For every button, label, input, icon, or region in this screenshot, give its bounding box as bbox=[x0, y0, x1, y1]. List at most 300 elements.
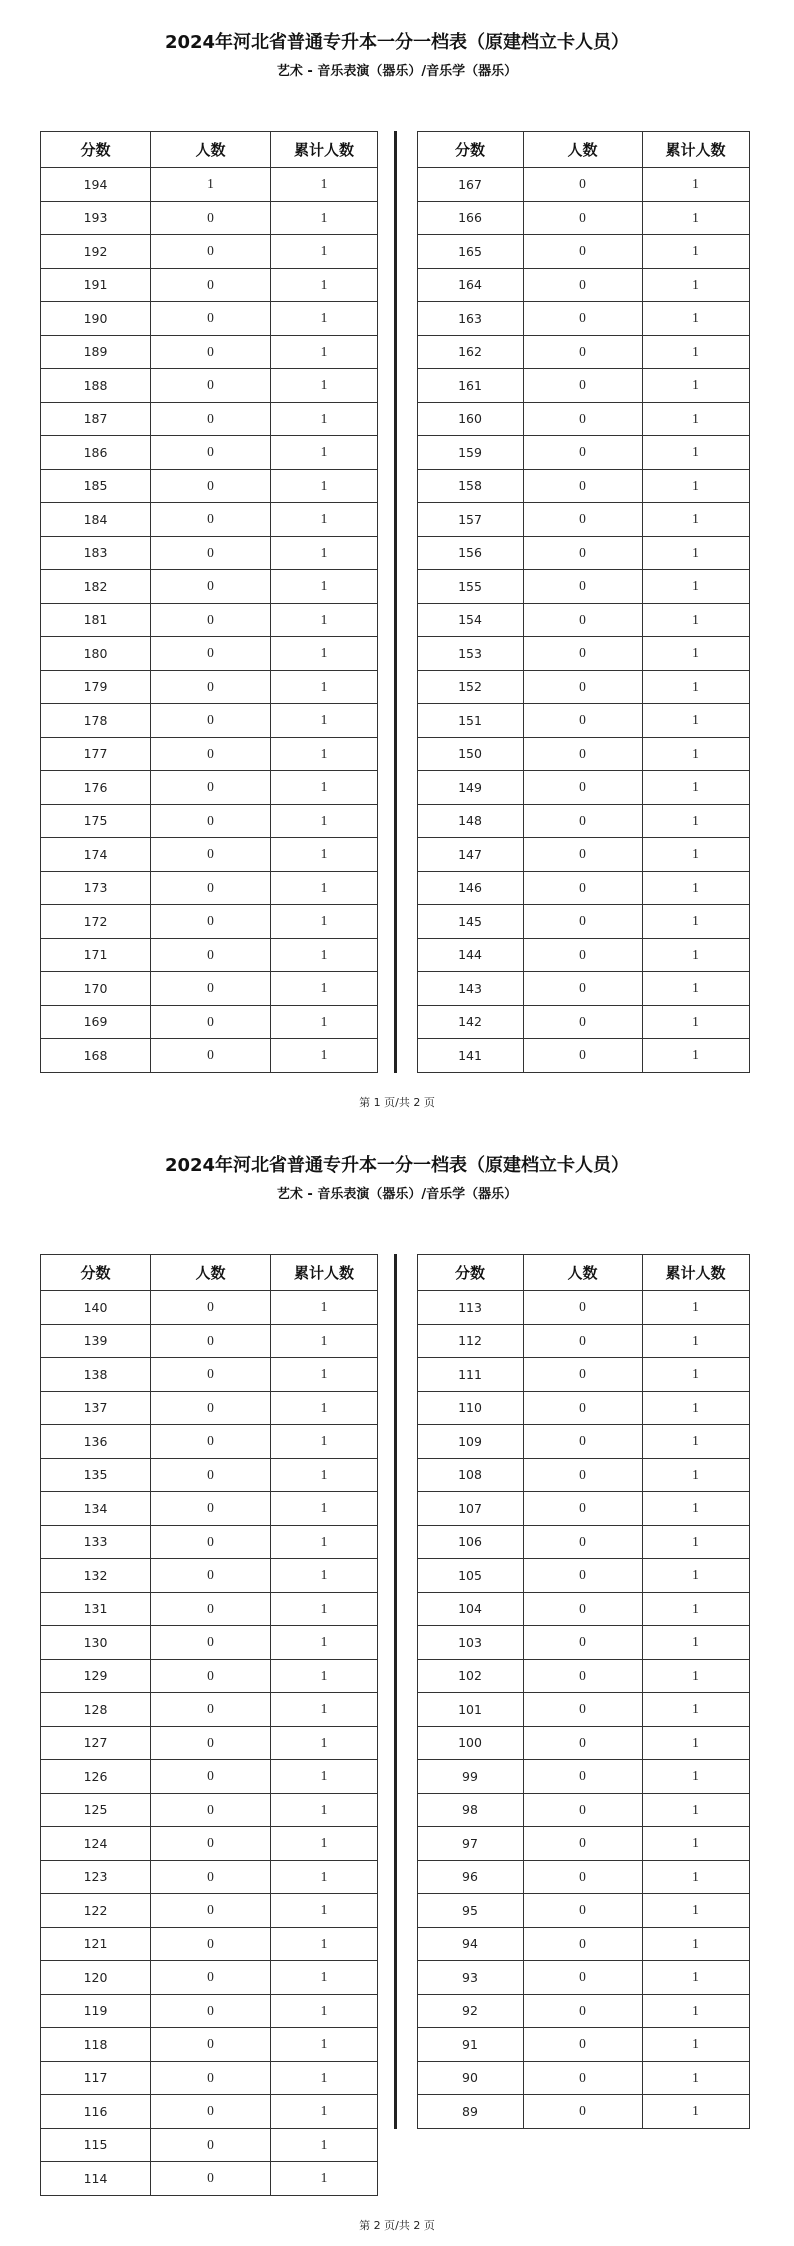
table-row bbox=[41, 1039, 378, 1073]
count-cell: 0 bbox=[523, 536, 642, 570]
score-cell: 173 bbox=[41, 871, 151, 905]
cumulative-cell: 1 bbox=[271, 804, 378, 838]
score-cell: 108 bbox=[417, 1458, 523, 1492]
cumulative-cell: 1 bbox=[642, 1492, 749, 1526]
count-cell: 0 bbox=[151, 2061, 271, 2095]
count-cell: 0 bbox=[523, 268, 642, 302]
cumulative-cell: 1 bbox=[642, 1726, 749, 1760]
tables-area bbox=[40, 131, 794, 1073]
table-row bbox=[41, 436, 378, 470]
score-cell: 148 bbox=[417, 804, 523, 838]
score-cell: 165 bbox=[417, 235, 523, 269]
table-row bbox=[41, 938, 378, 972]
count-cell: 0 bbox=[523, 1391, 642, 1425]
cumulative-cell: 1 bbox=[271, 1894, 378, 1928]
table-row bbox=[41, 536, 378, 570]
count-cell: 0 bbox=[523, 1659, 642, 1693]
score-cell: 161 bbox=[417, 369, 523, 403]
column-header: 人数 bbox=[523, 132, 642, 168]
score-cell: 160 bbox=[417, 402, 523, 436]
count-cell: 0 bbox=[151, 369, 271, 403]
count-cell: 0 bbox=[151, 235, 271, 269]
count-cell: 0 bbox=[523, 1592, 642, 1626]
cumulative-cell: 1 bbox=[642, 1659, 749, 1693]
count-cell: 0 bbox=[151, 938, 271, 972]
score-cell: 106 bbox=[417, 1525, 523, 1559]
count-cell: 0 bbox=[151, 1894, 271, 1928]
tables-area bbox=[40, 1254, 794, 2196]
cumulative-cell: 1 bbox=[271, 503, 378, 537]
score-cell: 194 bbox=[41, 168, 151, 202]
table-row bbox=[417, 503, 749, 537]
page-subtitle: 艺术 - 音乐表演（器乐）/音乐学（器乐） bbox=[276, 64, 518, 79]
cumulative-cell: 1 bbox=[271, 1324, 378, 1358]
count-cell: 0 bbox=[523, 905, 642, 939]
cumulative-cell: 1 bbox=[642, 503, 749, 537]
table-row bbox=[41, 603, 378, 637]
table-row bbox=[41, 670, 378, 704]
score-cell: 130 bbox=[41, 1626, 151, 1660]
table-row bbox=[417, 1492, 749, 1526]
score-cell: 100 bbox=[417, 1726, 523, 1760]
score-cell: 184 bbox=[41, 503, 151, 537]
table-divider bbox=[394, 131, 397, 1073]
count-cell: 0 bbox=[151, 1994, 271, 2028]
cumulative-cell: 1 bbox=[271, 2028, 378, 2062]
cumulative-cell: 1 bbox=[271, 2061, 378, 2095]
cumulative-cell: 1 bbox=[271, 1626, 378, 1660]
table-row bbox=[41, 1358, 378, 1392]
cumulative-cell: 1 bbox=[271, 1961, 378, 1995]
count-cell: 0 bbox=[523, 1324, 642, 1358]
table-row bbox=[41, 2095, 378, 2129]
cumulative-cell: 1 bbox=[271, 972, 378, 1006]
column-header: 累计人数 bbox=[642, 132, 749, 168]
score-cell: 116 bbox=[41, 2095, 151, 2129]
score-cell: 140 bbox=[41, 1291, 151, 1325]
cumulative-cell: 1 bbox=[642, 2028, 749, 2062]
count-cell: 0 bbox=[523, 637, 642, 671]
count-cell: 0 bbox=[523, 1492, 642, 1526]
count-cell: 0 bbox=[151, 1039, 271, 1073]
cumulative-cell: 1 bbox=[642, 335, 749, 369]
cumulative-cell: 1 bbox=[642, 168, 749, 202]
table-row bbox=[417, 838, 749, 872]
count-cell: 0 bbox=[523, 1693, 642, 1727]
score-cell: 124 bbox=[41, 1827, 151, 1861]
column-header: 分数 bbox=[41, 1255, 151, 1291]
count-cell: 0 bbox=[523, 1005, 642, 1039]
table-row bbox=[41, 1291, 378, 1325]
count-cell: 0 bbox=[151, 503, 271, 537]
table-row bbox=[417, 1458, 749, 1492]
score-cell: 104 bbox=[417, 1592, 523, 1626]
count-cell: 0 bbox=[151, 469, 271, 503]
score-cell: 185 bbox=[41, 469, 151, 503]
score-cell: 167 bbox=[417, 168, 523, 202]
score-cell: 191 bbox=[41, 268, 151, 302]
table-row bbox=[41, 1005, 378, 1039]
table-row bbox=[417, 1291, 749, 1325]
table-row bbox=[417, 469, 749, 503]
score-cell: 117 bbox=[41, 2061, 151, 2095]
count-cell: 0 bbox=[151, 302, 271, 336]
table-row bbox=[41, 1391, 378, 1425]
table-row bbox=[417, 1391, 749, 1425]
table-row bbox=[41, 1827, 378, 1861]
count-cell: 0 bbox=[151, 1559, 271, 1593]
table-row bbox=[41, 1559, 378, 1593]
count-cell: 0 bbox=[523, 804, 642, 838]
count-cell: 0 bbox=[523, 2028, 642, 2062]
score-cell: 133 bbox=[41, 1525, 151, 1559]
count-cell: 0 bbox=[151, 637, 271, 671]
score-cell: 176 bbox=[41, 771, 151, 805]
score-cell: 174 bbox=[41, 838, 151, 872]
cumulative-cell: 1 bbox=[642, 838, 749, 872]
count-cell: 0 bbox=[151, 1693, 271, 1727]
table-row bbox=[41, 871, 378, 905]
count-cell: 0 bbox=[523, 603, 642, 637]
score-cell: 155 bbox=[417, 570, 523, 604]
cumulative-cell: 1 bbox=[271, 1827, 378, 1861]
count-cell: 0 bbox=[151, 2162, 271, 2196]
count-cell: 0 bbox=[151, 771, 271, 805]
score-cell: 113 bbox=[417, 1291, 523, 1325]
cumulative-cell: 1 bbox=[271, 1994, 378, 2028]
cumulative-cell: 1 bbox=[642, 469, 749, 503]
score-cell: 142 bbox=[417, 1005, 523, 1039]
cumulative-cell: 1 bbox=[271, 1927, 378, 1961]
score-cell: 182 bbox=[41, 570, 151, 604]
count-cell: 0 bbox=[151, 1525, 271, 1559]
score-cell: 92 bbox=[417, 1994, 523, 2028]
score-cell: 125 bbox=[41, 1793, 151, 1827]
count-cell: 0 bbox=[151, 1860, 271, 1894]
column-header: 分数 bbox=[41, 132, 151, 168]
cumulative-cell: 1 bbox=[642, 871, 749, 905]
score-cell: 169 bbox=[41, 1005, 151, 1039]
cumulative-cell: 1 bbox=[642, 436, 749, 470]
cumulative-cell: 1 bbox=[642, 1559, 749, 1593]
cumulative-cell: 1 bbox=[642, 570, 749, 604]
cumulative-cell: 1 bbox=[271, 1005, 378, 1039]
cumulative-cell: 1 bbox=[642, 1425, 749, 1459]
count-cell: 0 bbox=[151, 536, 271, 570]
cumulative-cell: 1 bbox=[271, 168, 378, 202]
table-row bbox=[417, 1927, 749, 1961]
table-row bbox=[41, 804, 378, 838]
table-row bbox=[41, 1693, 378, 1727]
score-cell: 90 bbox=[417, 2061, 523, 2095]
cumulative-cell: 1 bbox=[271, 1492, 378, 1526]
cumulative-cell: 1 bbox=[642, 771, 749, 805]
table-row bbox=[41, 1760, 378, 1794]
cumulative-cell: 1 bbox=[642, 972, 749, 1006]
table-row bbox=[417, 1793, 749, 1827]
cumulative-cell: 1 bbox=[271, 570, 378, 604]
count-cell: 0 bbox=[523, 1458, 642, 1492]
column-header: 累计人数 bbox=[271, 1255, 378, 1291]
cumulative-cell: 1 bbox=[271, 235, 378, 269]
count-cell: 0 bbox=[151, 201, 271, 235]
count-cell: 0 bbox=[151, 1961, 271, 1995]
cumulative-cell: 1 bbox=[642, 704, 749, 738]
table-row bbox=[417, 1358, 749, 1392]
cumulative-cell: 1 bbox=[642, 402, 749, 436]
table-row bbox=[41, 168, 378, 202]
count-cell: 0 bbox=[523, 1525, 642, 1559]
score-cell: 154 bbox=[417, 603, 523, 637]
count-cell: 0 bbox=[523, 2061, 642, 2095]
table-row bbox=[41, 268, 378, 302]
table-row bbox=[417, 268, 749, 302]
count-cell: 0 bbox=[523, 1760, 642, 1794]
score-cell: 111 bbox=[417, 1358, 523, 1392]
score-cell: 151 bbox=[417, 704, 523, 738]
table-row bbox=[417, 1994, 749, 2028]
table-row bbox=[417, 670, 749, 704]
count-cell: 0 bbox=[151, 335, 271, 369]
count-cell: 0 bbox=[151, 268, 271, 302]
count-cell: 0 bbox=[523, 1793, 642, 1827]
score-cell: 107 bbox=[417, 1492, 523, 1526]
count-cell: 0 bbox=[523, 838, 642, 872]
table-row bbox=[41, 905, 378, 939]
table-row bbox=[41, 704, 378, 738]
score-cell: 120 bbox=[41, 1961, 151, 1995]
score-cell: 126 bbox=[41, 1760, 151, 1794]
table-row bbox=[417, 1324, 749, 1358]
count-cell: 0 bbox=[523, 1894, 642, 1928]
cumulative-cell: 1 bbox=[271, 2128, 378, 2162]
count-cell: 0 bbox=[523, 436, 642, 470]
count-cell: 0 bbox=[151, 1391, 271, 1425]
cumulative-cell: 1 bbox=[642, 637, 749, 671]
cumulative-cell: 1 bbox=[271, 1592, 378, 1626]
table-row bbox=[417, 1425, 749, 1459]
count-cell: 0 bbox=[523, 771, 642, 805]
cumulative-cell: 1 bbox=[271, 1693, 378, 1727]
score-cell: 93 bbox=[417, 1961, 523, 1995]
cumulative-cell: 1 bbox=[642, 1994, 749, 2028]
cumulative-cell: 1 bbox=[642, 201, 749, 235]
table-row bbox=[417, 1726, 749, 1760]
count-cell: 1 bbox=[151, 168, 271, 202]
page-title: 2024年河北省普通专升本一分一档表（原建档立卡人员） bbox=[164, 1155, 630, 1176]
cumulative-cell: 1 bbox=[271, 637, 378, 671]
score-cell: 187 bbox=[41, 402, 151, 436]
count-cell: 0 bbox=[523, 670, 642, 704]
score-cell: 121 bbox=[41, 1927, 151, 1961]
column-header: 人数 bbox=[151, 132, 271, 168]
score-cell: 170 bbox=[41, 972, 151, 1006]
score-cell: 109 bbox=[417, 1425, 523, 1459]
score-cell: 89 bbox=[417, 2095, 523, 2129]
count-cell: 0 bbox=[151, 1626, 271, 1660]
cumulative-cell: 1 bbox=[271, 1291, 378, 1325]
score-table-right bbox=[417, 1254, 750, 2129]
cumulative-cell: 1 bbox=[642, 1391, 749, 1425]
column-header: 人数 bbox=[523, 1255, 642, 1291]
score-cell: 128 bbox=[41, 1693, 151, 1727]
table-row bbox=[41, 1994, 378, 2028]
table-row bbox=[417, 1894, 749, 1928]
table-row bbox=[41, 1492, 378, 1526]
table-row bbox=[41, 2128, 378, 2162]
header-row bbox=[41, 132, 378, 168]
table-row bbox=[41, 1626, 378, 1660]
cumulative-cell: 1 bbox=[271, 670, 378, 704]
count-cell: 0 bbox=[151, 436, 271, 470]
count-cell: 0 bbox=[523, 1626, 642, 1660]
count-cell: 0 bbox=[151, 1005, 271, 1039]
cumulative-cell: 1 bbox=[642, 1827, 749, 1861]
count-cell: 0 bbox=[523, 737, 642, 771]
cumulative-cell: 1 bbox=[271, 771, 378, 805]
count-cell: 0 bbox=[151, 804, 271, 838]
table-row bbox=[41, 2028, 378, 2062]
table-row bbox=[41, 737, 378, 771]
cumulative-cell: 1 bbox=[642, 938, 749, 972]
cumulative-cell: 1 bbox=[642, 1961, 749, 1995]
score-cell: 190 bbox=[41, 302, 151, 336]
page-footer: 第 2 页/共 2 页 bbox=[359, 2218, 435, 2232]
count-cell: 0 bbox=[151, 670, 271, 704]
table-row bbox=[41, 1592, 378, 1626]
score-cell: 158 bbox=[417, 469, 523, 503]
cumulative-cell: 1 bbox=[271, 938, 378, 972]
table-row bbox=[417, 1005, 749, 1039]
table-row bbox=[417, 1693, 749, 1727]
score-cell: 186 bbox=[41, 436, 151, 470]
score-cell: 183 bbox=[41, 536, 151, 570]
count-cell: 0 bbox=[151, 1760, 271, 1794]
count-cell: 0 bbox=[151, 1291, 271, 1325]
count-cell: 0 bbox=[151, 704, 271, 738]
score-cell: 157 bbox=[417, 503, 523, 537]
table-row bbox=[41, 972, 378, 1006]
count-cell: 0 bbox=[523, 201, 642, 235]
count-cell: 0 bbox=[151, 2095, 271, 2129]
count-cell: 0 bbox=[523, 1726, 642, 1760]
score-cell: 166 bbox=[417, 201, 523, 235]
cumulative-cell: 1 bbox=[271, 1793, 378, 1827]
score-cell: 131 bbox=[41, 1592, 151, 1626]
count-cell: 0 bbox=[151, 2128, 271, 2162]
table-row bbox=[417, 1626, 749, 1660]
score-cell: 118 bbox=[41, 2028, 151, 2062]
cumulative-cell: 1 bbox=[642, 1039, 749, 1073]
count-cell: 0 bbox=[523, 570, 642, 604]
column-header: 分数 bbox=[417, 1255, 523, 1291]
table-row bbox=[41, 2162, 378, 2196]
cumulative-cell: 1 bbox=[271, 536, 378, 570]
score-cell: 180 bbox=[41, 637, 151, 671]
table-row bbox=[41, 1324, 378, 1358]
score-cell: 172 bbox=[41, 905, 151, 939]
table-row bbox=[417, 704, 749, 738]
cumulative-cell: 1 bbox=[642, 1358, 749, 1392]
score-cell: 188 bbox=[41, 369, 151, 403]
cumulative-cell: 1 bbox=[271, 1458, 378, 1492]
count-cell: 0 bbox=[523, 335, 642, 369]
score-cell: 105 bbox=[417, 1559, 523, 1593]
score-cell: 91 bbox=[417, 2028, 523, 2062]
score-table-left bbox=[40, 1254, 378, 2196]
table-row bbox=[417, 1559, 749, 1593]
score-cell: 152 bbox=[417, 670, 523, 704]
count-cell: 0 bbox=[151, 972, 271, 1006]
score-cell: 99 bbox=[417, 1760, 523, 1794]
column-header: 累计人数 bbox=[271, 132, 378, 168]
score-cell: 171 bbox=[41, 938, 151, 972]
table-row bbox=[417, 637, 749, 671]
score-cell: 96 bbox=[417, 1860, 523, 1894]
score-cell: 164 bbox=[417, 268, 523, 302]
cumulative-cell: 1 bbox=[642, 1760, 749, 1794]
count-cell: 0 bbox=[151, 1592, 271, 1626]
count-cell: 0 bbox=[523, 871, 642, 905]
cumulative-cell: 1 bbox=[642, 1793, 749, 1827]
cumulative-cell: 1 bbox=[642, 603, 749, 637]
score-cell: 114 bbox=[41, 2162, 151, 2196]
cumulative-cell: 1 bbox=[271, 603, 378, 637]
score-cell: 177 bbox=[41, 737, 151, 771]
table-row bbox=[417, 2095, 749, 2129]
table-row bbox=[417, 570, 749, 604]
count-cell: 0 bbox=[151, 603, 271, 637]
table-row bbox=[417, 804, 749, 838]
score-cell: 179 bbox=[41, 670, 151, 704]
cumulative-cell: 1 bbox=[642, 1291, 749, 1325]
cumulative-cell: 1 bbox=[642, 2061, 749, 2095]
table-row bbox=[41, 2061, 378, 2095]
cumulative-cell: 1 bbox=[642, 1525, 749, 1559]
cumulative-cell: 1 bbox=[271, 1860, 378, 1894]
header-row bbox=[41, 1255, 378, 1291]
cumulative-cell: 1 bbox=[271, 1760, 378, 1794]
table-row bbox=[41, 1793, 378, 1827]
cumulative-cell: 1 bbox=[642, 1592, 749, 1626]
count-cell: 0 bbox=[523, 938, 642, 972]
cumulative-cell: 1 bbox=[642, 302, 749, 336]
cumulative-cell: 1 bbox=[642, 1693, 749, 1727]
cumulative-cell: 1 bbox=[642, 1894, 749, 1928]
score-cell: 178 bbox=[41, 704, 151, 738]
score-cell: 193 bbox=[41, 201, 151, 235]
score-cell: 112 bbox=[417, 1324, 523, 1358]
table-row bbox=[41, 369, 378, 403]
table-row bbox=[417, 2061, 749, 2095]
score-cell: 136 bbox=[41, 1425, 151, 1459]
count-cell: 0 bbox=[523, 1961, 642, 1995]
header-row bbox=[417, 132, 749, 168]
score-cell: 141 bbox=[417, 1039, 523, 1073]
count-cell: 0 bbox=[151, 838, 271, 872]
score-cell: 135 bbox=[41, 1458, 151, 1492]
score-cell: 98 bbox=[417, 1793, 523, 1827]
table-row bbox=[417, 1860, 749, 1894]
cumulative-cell: 1 bbox=[271, 2095, 378, 2129]
score-cell: 153 bbox=[417, 637, 523, 671]
score-cell: 103 bbox=[417, 1626, 523, 1660]
cumulative-cell: 1 bbox=[271, 838, 378, 872]
table-row bbox=[417, 1525, 749, 1559]
count-cell: 0 bbox=[523, 1425, 642, 1459]
table-row bbox=[417, 1592, 749, 1626]
count-cell: 0 bbox=[151, 1793, 271, 1827]
